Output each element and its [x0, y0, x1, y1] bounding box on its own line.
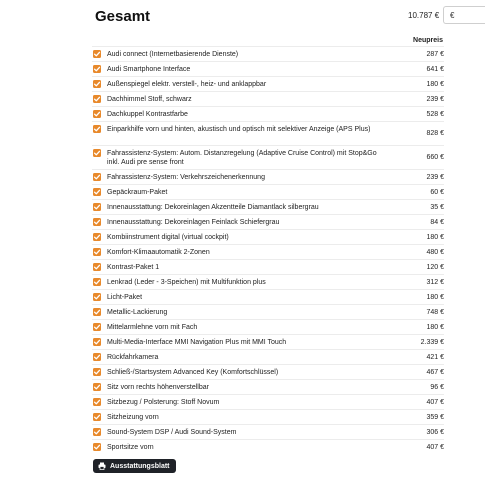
list-item — [92, 274, 444, 289]
list-item — [92, 121, 444, 145]
item-price: 239 € — [426, 174, 444, 181]
list-item — [92, 145, 444, 169]
list-item — [92, 409, 444, 424]
item-label: Audi connect (Internetbasierende Dienste) — [107, 51, 239, 58]
item-checkbox[interactable] — [93, 398, 101, 406]
checkmark-icon — [93, 353, 101, 361]
checkmark-icon — [93, 293, 101, 301]
item-price: 180 € — [426, 324, 444, 331]
item-checkbox[interactable] — [93, 323, 101, 331]
list-item — [92, 169, 444, 184]
item-label: Sitz vorn rechts höhenverstellbar — [107, 384, 209, 391]
item-price: 180 € — [426, 294, 444, 301]
equipment-sheet-label: Ausstattungsblatt — [110, 462, 170, 470]
item-checkbox[interactable] — [93, 383, 101, 391]
total-price: 10.787 € — [408, 11, 440, 20]
checkmark-icon — [93, 218, 101, 226]
item-label: Innenausstattung: Dekoreinlagen Feinlack Schiefergrau — [107, 219, 280, 226]
item-price: 96 € — [430, 384, 444, 391]
item-price: 421 € — [426, 354, 444, 361]
list-item — [92, 61, 444, 76]
checkmark-icon — [93, 125, 101, 133]
checkmark-icon — [93, 203, 101, 211]
checkmark-icon — [93, 338, 101, 346]
checkmark-icon — [93, 263, 101, 271]
item-checkbox[interactable] — [93, 263, 101, 271]
item-checkbox[interactable] — [93, 95, 101, 103]
item-price: 828 € — [426, 130, 444, 137]
item-checkbox[interactable] — [93, 50, 101, 58]
item-label: Sportsitze vorn — [107, 444, 154, 451]
item-price: 467 € — [426, 369, 444, 376]
item-label: Mittelarmlehne vorn mit Fach — [107, 324, 198, 331]
list-item — [92, 394, 444, 409]
item-label: Komfort-Klimaautomatik 2-Zonen — [107, 249, 210, 256]
item-label: Fahrassistenz-System: Autom. Distanzregelung (Adaptive Cruise Control) mit Stop&Go inkl. Audi pre sense front — [107, 150, 377, 166]
item-label: Sound-System DSP / Audi Sound-System — [107, 429, 237, 436]
item-price: 84 € — [430, 219, 444, 226]
item-label: Rückfahrkamera — [107, 354, 159, 361]
checkmark-icon — [93, 173, 101, 181]
page-title: Gesamt — [95, 8, 151, 25]
list-item — [92, 304, 444, 319]
list-item — [92, 199, 444, 214]
item-checkbox[interactable] — [93, 110, 101, 118]
checkmark-icon — [93, 149, 101, 157]
checkmark-icon — [93, 188, 101, 196]
checkmark-icon — [93, 110, 101, 118]
printer-icon — [98, 462, 106, 470]
checkmark-icon — [93, 248, 101, 256]
item-price: 641 € — [426, 66, 444, 73]
item-checkbox[interactable] — [93, 233, 101, 241]
item-label: Kombiinstrument digital (virtual cockpit) — [107, 234, 229, 241]
checkmark-icon — [93, 278, 101, 286]
item-price: 287 € — [426, 51, 444, 58]
list-item — [92, 184, 444, 199]
item-label: Dachhimmel Stoff, schwarz — [107, 96, 192, 103]
list-item — [92, 289, 444, 304]
checkmark-icon — [93, 233, 101, 241]
item-checkbox[interactable] — [93, 353, 101, 361]
item-checkbox[interactable] — [93, 125, 101, 133]
item-price: 180 € — [426, 81, 444, 88]
item-label: Fahrassistenz-System: Verkehrszeichenerkennung — [107, 174, 265, 181]
item-checkbox[interactable] — [93, 308, 101, 316]
item-price: 312 € — [426, 279, 444, 286]
list-item — [92, 349, 444, 364]
checkmark-icon — [93, 323, 101, 331]
item-label: Außenspiegel elektr. verstell-, heiz- und anklappbar — [107, 81, 267, 88]
item-checkbox[interactable] — [93, 149, 101, 157]
list-item — [92, 319, 444, 334]
item-price: 359 € — [426, 414, 444, 421]
item-price: 528 € — [426, 111, 444, 118]
list-item — [92, 334, 444, 349]
item-price: 180 € — [426, 234, 444, 241]
list-item — [92, 244, 444, 259]
equipment-list — [92, 46, 444, 454]
item-label: Lenkrad (Leder - 3-Speichen) mit Multifunktion plus — [107, 279, 266, 286]
item-checkbox[interactable] — [93, 203, 101, 211]
checkmark-icon — [93, 80, 101, 88]
item-price: 480 € — [426, 249, 444, 256]
item-price: 60 € — [430, 189, 444, 196]
item-price: 35 € — [430, 204, 444, 211]
item-label: Audi Smartphone Interface — [107, 66, 191, 73]
checkmark-icon — [93, 428, 101, 436]
item-label: Sitzbezug / Polsterung: Stoff Novum — [107, 399, 220, 406]
item-price: 239 € — [426, 96, 444, 103]
list-item — [92, 379, 444, 394]
price-input[interactable] — [443, 6, 485, 24]
list-item — [92, 76, 444, 91]
item-label: Multi-Media-Interface MMI Navigation Plus mit MMI Touch — [107, 339, 287, 346]
checkmark-icon — [93, 383, 101, 391]
item-checkbox[interactable] — [93, 413, 101, 421]
item-label: Metallic-Lackierung — [107, 309, 168, 316]
item-label: Gepäckraum-Paket — [107, 189, 168, 196]
list-item — [92, 214, 444, 229]
checkmark-icon — [93, 65, 101, 73]
item-checkbox[interactable] — [93, 368, 101, 376]
item-checkbox[interactable] — [93, 248, 101, 256]
item-checkbox[interactable] — [93, 338, 101, 346]
list-item — [92, 106, 444, 121]
price-column-header: Neupreis — [413, 37, 443, 44]
summary-header — [95, 9, 485, 31]
item-checkbox[interactable] — [93, 173, 101, 181]
item-price: 748 € — [426, 309, 444, 316]
list-item — [92, 259, 444, 274]
item-checkbox[interactable] — [93, 188, 101, 196]
checkmark-icon — [93, 398, 101, 406]
item-price: 120 € — [426, 264, 444, 271]
item-label: Schließ-/Startsystem Advanced Key (Komfortschlüssel) — [107, 369, 279, 376]
item-checkbox[interactable] — [93, 65, 101, 73]
item-price: 660 € — [426, 154, 444, 161]
item-checkbox[interactable] — [93, 278, 101, 286]
checkmark-icon — [93, 443, 101, 451]
checkmark-icon — [93, 308, 101, 316]
equipment-sheet-button[interactable] — [93, 459, 176, 473]
item-label: Sitzheizung vorn — [107, 414, 159, 421]
item-checkbox[interactable] — [93, 80, 101, 88]
checkmark-icon — [93, 413, 101, 421]
checkmark-icon — [93, 95, 101, 103]
item-price: 2.339 € — [420, 339, 444, 346]
item-checkbox[interactable] — [93, 293, 101, 301]
checkmark-icon — [93, 50, 101, 58]
item-label: Licht-Paket — [107, 294, 143, 301]
item-checkbox[interactable] — [93, 218, 101, 226]
list-item — [92, 424, 444, 439]
list-item — [92, 229, 444, 244]
item-checkbox[interactable] — [93, 443, 101, 451]
item-checkbox[interactable] — [93, 428, 101, 436]
checkmark-icon — [93, 368, 101, 376]
list-item — [92, 364, 444, 379]
item-label: Kontrast-Paket 1 — [107, 264, 160, 271]
item-label: Dachkuppel Kontrastfarbe — [107, 111, 188, 118]
list-item — [92, 439, 444, 454]
item-label: Innenausstattung: Dekoreinlagen Akzentteile Diamantlack silbergrau — [107, 204, 319, 211]
item-price: 306 € — [426, 429, 444, 436]
item-price: 407 € — [426, 444, 444, 451]
item-label: Einparkhilfe vorn und hinten, akustisch und optisch mit selektiver Anzeige (APS Plus) — [107, 126, 371, 133]
list-item — [92, 91, 444, 106]
list-item — [92, 46, 444, 61]
item-price: 407 € — [426, 399, 444, 406]
